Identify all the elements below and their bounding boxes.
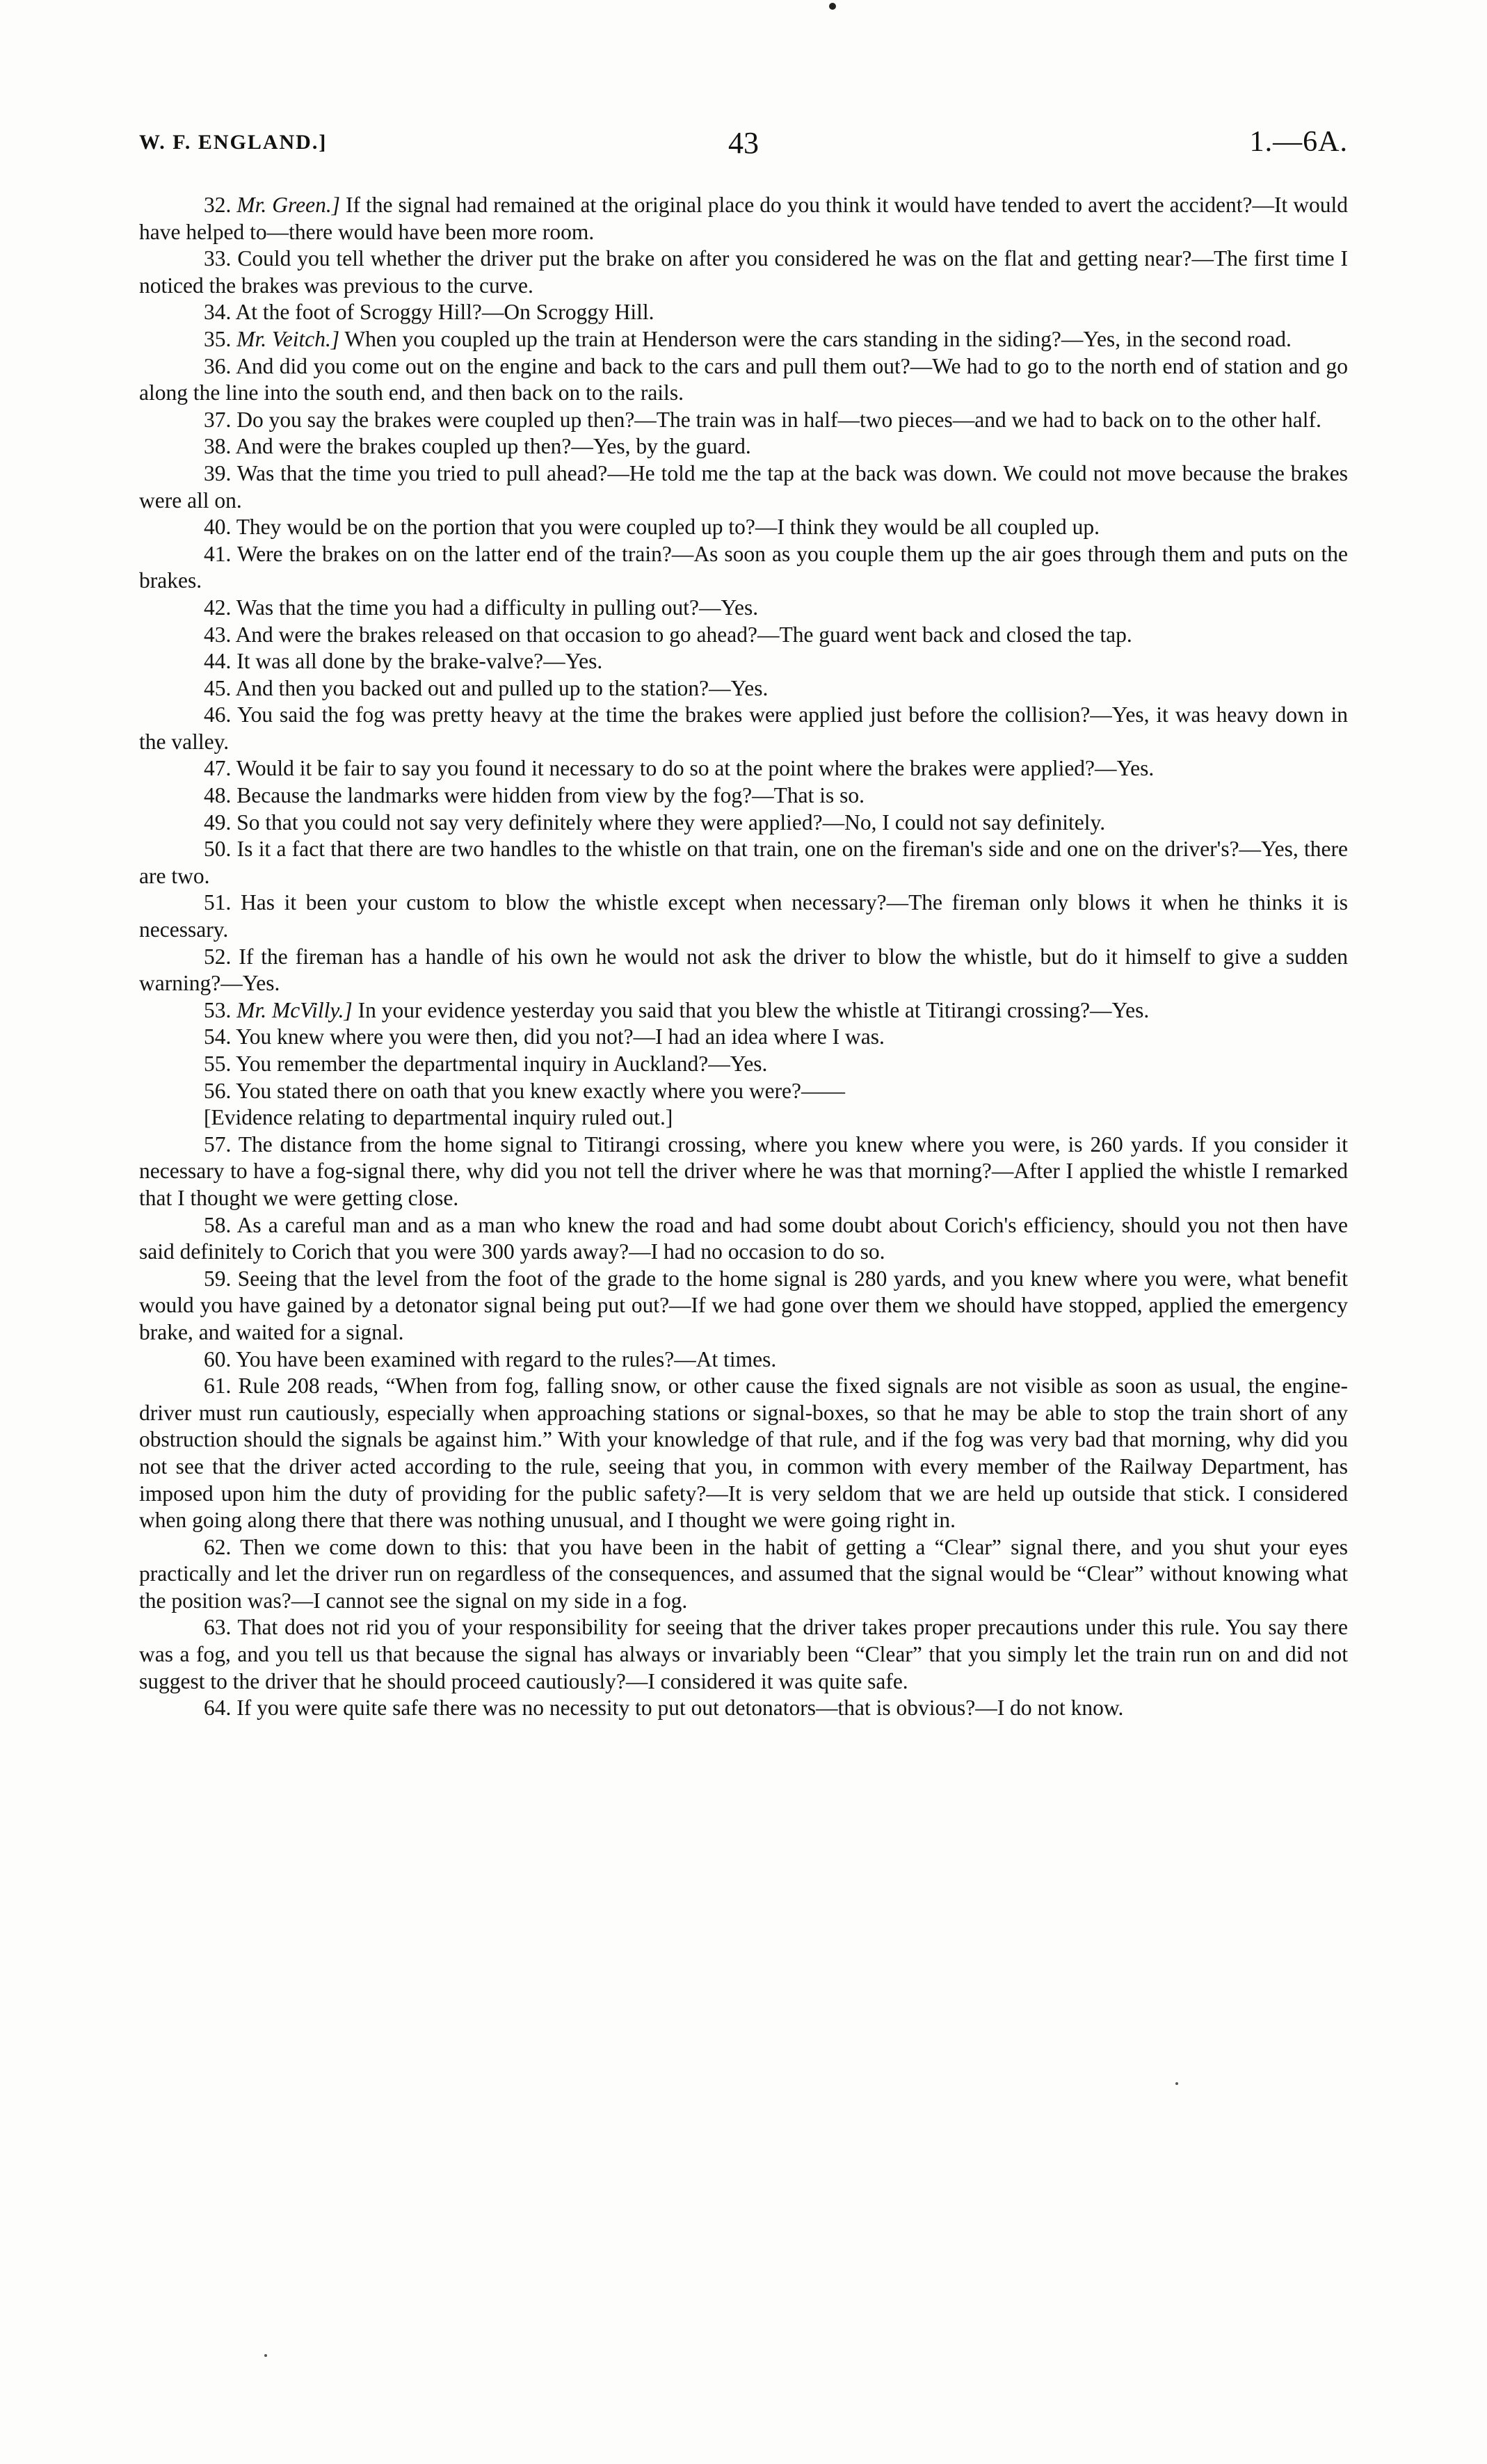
question-number: 32. — [204, 193, 237, 217]
question-paragraph — [139, 595, 1348, 622]
question-answer-text: If the fireman has a handle of his own he would not ask the driver to blow the whistle, but do it himself to give a sudden warning?—Yes. — [139, 944, 1348, 996]
question-answer-text: Has it been your custom to blow the whistle except when necessary?—The fireman only blows it when he thinks it is necessary. — [139, 890, 1348, 942]
question-answer-text: You remember the departmental inquiry in Auckland?—Yes. — [236, 1052, 768, 1076]
question-number: 44. — [204, 649, 237, 674]
question-paragraph — [139, 353, 1348, 407]
examiner-name: Mr. McVilly.] — [236, 997, 353, 1022]
question-number: 41. — [204, 541, 237, 566]
question-paragraph — [139, 1212, 1348, 1266]
question-paragraph — [139, 810, 1348, 837]
print-speck — [264, 2354, 267, 2357]
question-number: 63. — [204, 1615, 238, 1640]
question-number: 47. — [204, 756, 236, 781]
question-answer-text: You said the fog was pretty heavy at the time the brakes were applied just before the collision?—Yes, it was heavy down in the valley. — [139, 702, 1348, 754]
question-number: 34. — [204, 300, 236, 325]
question-number: 58. — [204, 1212, 237, 1237]
question-number: 51. — [204, 890, 241, 915]
question-number: 45. — [204, 675, 236, 700]
question-paragraph — [139, 622, 1348, 649]
evidence-text — [139, 192, 1348, 1722]
question-number: 43. — [204, 622, 236, 647]
question-answer-text: That does not rid you of your responsibility for seeing that the driver takes proper precautions under this rule. You say there was a fog, and you tell us that because the signal has always or invariably been “Clear” that you simply let the train run on and did not suggest to the driver that he should proceed cautiously?—I considered it was quite safe. — [139, 1615, 1348, 1693]
question-answer-text: So that you could not say very definitely where they were applied?—No, I could not say definitely. — [236, 810, 1106, 835]
question-paragraph — [139, 299, 1348, 326]
question-answer-text: As a careful man and as a man who knew the road and had some doubt about Corich's efficiency, should you not then have said definitely to Corich that you were 300 yards away?—I had no occasion to do so. — [139, 1212, 1348, 1264]
question-number: 60. — [204, 1346, 236, 1371]
question-answer-text: Was that the time you tried to pull ahead?—He told me the tap at the back was down. We could not move because the brakes were all on. — [139, 460, 1348, 513]
question-number: 33. — [204, 246, 238, 271]
question-number: 40. — [204, 515, 236, 540]
question-paragraph — [139, 1695, 1348, 1722]
question-paragraph — [139, 782, 1348, 810]
page-header — [139, 125, 1348, 167]
question-paragraph — [139, 889, 1348, 943]
question-paragraph — [139, 1346, 1348, 1374]
question-paragraph — [139, 648, 1348, 675]
question-answer-text: If the signal had remained at the original place do you think it would have tended to avert the accident?—It would have helped to—there would have been more room. — [139, 193, 1348, 244]
question-paragraph — [139, 997, 1348, 1024]
question-number: 35. — [204, 326, 237, 351]
question-paragraph — [139, 1373, 1348, 1534]
question-answer-text: In your evidence yesterday you said that you blew the whistle at Titirangi crossing?—Yes. — [352, 997, 1150, 1022]
print-speck — [1175, 2082, 1178, 2085]
question-paragraph — [139, 514, 1348, 541]
editorial-note — [139, 1104, 1348, 1132]
question-answer-text: And were the brakes coupled up then?—Yes, by the guard. — [235, 434, 751, 459]
question-paragraph — [139, 836, 1348, 889]
question-answer-text: Would it be fair to say you found it necessary to do so at the point where the brakes were applied?—Yes. — [236, 756, 1155, 781]
question-answer-text: You knew where you were then, did you not?—I had an idea where I was. — [236, 1024, 885, 1049]
question-number: 42. — [204, 595, 236, 620]
question-paragraph — [139, 326, 1348, 353]
question-number: 55. — [204, 1052, 236, 1076]
question-paragraph — [139, 675, 1348, 702]
question-answer-text: Do you say the brakes were coupled up then?—The train was in half—two pieces—and we had to back on to the other half. — [236, 407, 1321, 432]
question-answer-text: And did you come out on the engine and back to the cars and pull them out?—We had to go to the north end of station and go along the line into the south end, and then back on to the rails. — [139, 353, 1348, 405]
question-number: 52. — [204, 944, 239, 969]
examiner-name: Mr. Green.] — [236, 193, 340, 217]
question-paragraph — [139, 1078, 1348, 1105]
question-paragraph — [139, 1132, 1348, 1212]
question-number: 46. — [204, 702, 238, 727]
question-paragraph — [139, 1534, 1348, 1615]
question-number: 36. — [204, 353, 236, 378]
question-paragraph — [139, 460, 1348, 514]
question-number: 39. — [204, 460, 237, 485]
question-answer-text: Because the landmarks were hidden from view by the fog?—That is so. — [236, 783, 865, 808]
question-answer-text: And then you backed out and pulled up to the station?—Yes. — [235, 675, 769, 700]
question-paragraph — [139, 192, 1348, 245]
question-paragraph — [139, 1614, 1348, 1695]
question-number: 38. — [204, 434, 236, 459]
question-number: 64. — [204, 1696, 237, 1721]
question-answer-text: You stated there on oath that you knew exactly where you were?—— — [236, 1078, 846, 1103]
question-number: 37. — [204, 407, 237, 432]
question-paragraph — [139, 702, 1348, 755]
question-answer-text: Rule 208 reads, “When from fog, falling snow, or other cause the fixed signals are not visible as soon as usual, the engine-driver must run cautiously, especially when approaching stations or signal-boxes, so that he may be able to stop the train short of any obstruction should the signals be against him.” With your knowledge of that rule, and if the fog was very bad that morning, why did you not see that the driver acted according to the rule, seeing that you, in common with every member of the Railway Department, has imposed upon him the duty of providing for the public safety?—It is very seldom that we are held up outside that stick. I considered when going along there that there was nothing unusual, and I thought we were going right in. — [139, 1374, 1348, 1533]
question-answer-text: At the foot of Scroggy Hill?—On Scroggy Hill. — [235, 300, 654, 325]
page-number: 43 — [728, 126, 759, 160]
question-paragraph — [139, 541, 1348, 595]
question-number: 59. — [204, 1266, 238, 1291]
question-number: 54. — [204, 1024, 236, 1049]
question-answer-text: When you coupled up the train at Henderson were the cars standing in the siding?—Yes, in the second road. — [339, 326, 1292, 351]
question-number: 57. — [204, 1132, 239, 1157]
examiner-name: Mr. Veitch.] — [236, 326, 340, 351]
paper-reference: 1.—6A. — [1249, 126, 1348, 158]
question-number: 61. — [204, 1374, 239, 1399]
question-answer-text: You have been examined with regard to the rules?—At times. — [236, 1346, 777, 1371]
question-answer-text: The distance from the home signal to Titirangi crossing, where you knew where you were, is 260 yards. If you consider it necessary to have a fog-signal there, why did you not tell the driver where he was that morning?—After I applied the whistle I remarked that I thought we were getting close. — [139, 1132, 1348, 1210]
question-answer-text: Could you tell whether the driver put the brake on after you considered he was on the flat and getting near?—The first time I noticed the brakes was previous to the curve. — [139, 246, 1348, 298]
question-number: 53. — [204, 997, 237, 1022]
question-answer-text: [Evidence relating to departmental inquiry ruled out.] — [204, 1105, 673, 1130]
question-number: 62. — [204, 1534, 241, 1559]
question-answer-text: Was that the time you had a difficulty in pulling out?—Yes. — [236, 595, 759, 620]
header-witness-name: W. F. ENGLAND.] — [139, 131, 328, 154]
question-paragraph — [139, 245, 1348, 299]
question-answer-text: They would be on the portion that you were coupled up to?—I think they would be all coupled up. — [236, 515, 1100, 540]
question-paragraph — [139, 433, 1348, 460]
question-number: 49. — [204, 810, 237, 835]
question-answer-text: It was all done by the brake-valve?—Yes. — [236, 649, 603, 674]
question-number: 50. — [204, 837, 237, 862]
question-answer-text: Were the brakes on on the latter end of the train?—As soon as you couple them up the air goes through them and puts on the brakes. — [139, 541, 1348, 593]
question-paragraph — [139, 1266, 1348, 1346]
question-answer-text: Is it a fact that there are two handles to the whistle on that train, one on the fireman's side and one on the driver's?—Yes, there are two. — [139, 837, 1349, 888]
question-number: 48. — [204, 783, 237, 808]
top-mark — [829, 3, 836, 10]
question-paragraph — [139, 407, 1348, 434]
question-answer-text: And were the brakes released on that occasion to go ahead?—The guard went back and closed the tap. — [235, 622, 1132, 647]
question-answer-text: Seeing that the level from the foot of the grade to the home signal is 280 yards, and you knew where you were, what benefit would you have gained by a detonator signal being put out?—If we had gone over them we should have stopped, applied the emergency brake, and waited for a signal. — [139, 1266, 1349, 1344]
question-answer-text: If you were quite safe there was no necessity to put out detonators—that is obvious?—I do not know. — [236, 1696, 1124, 1721]
question-answer-text: Then we come down to this: that you have been in the habit of getting a “Clear” signal there, and you shut your eyes practically and let the driver run on regardless of the consequences, and assumed that the signal would be “Clear” without knowing what the position was?—I cannot see the signal on my side in a fog. — [139, 1534, 1348, 1613]
question-paragraph — [139, 1024, 1348, 1051]
question-paragraph — [139, 944, 1348, 997]
question-paragraph — [139, 1051, 1348, 1078]
question-number: 56. — [204, 1078, 236, 1103]
question-paragraph — [139, 755, 1348, 782]
